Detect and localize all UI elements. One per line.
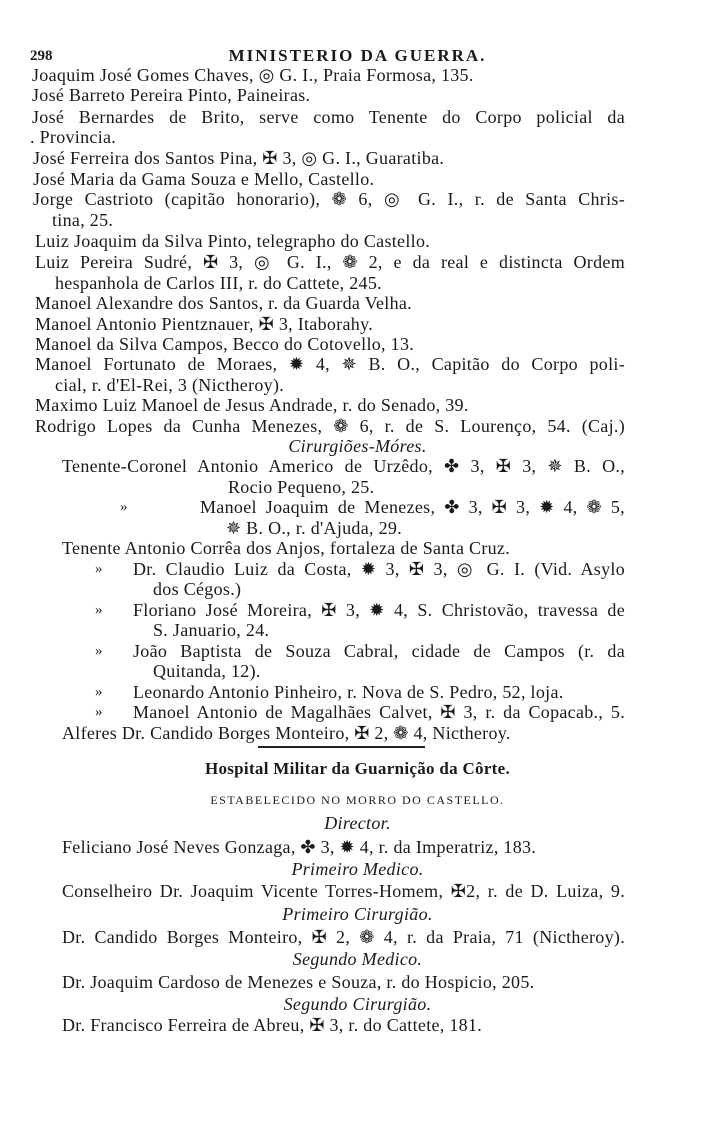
text-line: Dr. Claudio Luiz da Costa, ✹ 3, ✠ 3, ◎ G. I. (Vid. Asylo bbox=[133, 559, 625, 579]
section-heading: Hospital Militar da Guarnição da Côrte. bbox=[204, 759, 511, 778]
text-line: Manoel da Silva Campos, Becco do Cotovello, 13. bbox=[35, 334, 415, 354]
section-heading: Primeiro Cirurgião. bbox=[282, 904, 433, 924]
text-line: dos Cégos.) bbox=[153, 579, 242, 599]
text-line: Tenente-Coronel Antonio Americo de Urzêdo, ✤ 3, ✠ 3, ✵ B. O., bbox=[62, 456, 625, 476]
text-line: Feliciano José Neves Gonzaga, ✤ 3, ✹ 4, r. da Imperatriz, 183. bbox=[62, 837, 537, 857]
section-heading: Cirurgiões-Móres. bbox=[288, 436, 427, 456]
page-number: 298 bbox=[30, 48, 53, 64]
text-line: Dr. Francisco Ferreira de Abreu, ✠ 3, r. do Cattete, 181. bbox=[62, 1015, 483, 1035]
section-heading: Director. bbox=[324, 813, 391, 833]
ditto-mark: » bbox=[95, 684, 103, 700]
text-line: Floriano José Moreira, ✠ 3, ✹ 4, S. Christovão, travessa de bbox=[133, 600, 625, 620]
text-line: Leonardo Antonio Pinheiro, r. Nova de S. Pedro, 52, loja. bbox=[133, 682, 564, 702]
section-heading: Segundo Medico. bbox=[292, 949, 423, 969]
text-line: . Provincia. bbox=[30, 127, 117, 147]
text-line: Rocio Pequeno, 25. bbox=[228, 477, 375, 497]
text-line: S. Januario, 24. bbox=[153, 620, 270, 640]
text-line: Dr. Joaquim Cardoso de Menezes e Souza, r. do Hospicio, 205. bbox=[62, 972, 535, 992]
text-line: Rodrigo Lopes da Cunha Menezes, ❁ 6, r. de S. Lourenço, 54. (Caj.) bbox=[35, 416, 625, 436]
ditto-mark: » bbox=[120, 499, 128, 515]
text-line: João Baptista de Souza Cabral, cidade de Campos (r. da bbox=[133, 641, 625, 661]
section-heading: ESTABELECIDO NO MORRO DO CASTELLO. bbox=[210, 793, 505, 807]
page-title: MINISTERIO DA GUERRA. bbox=[228, 46, 487, 65]
text-line: Quitanda, 12). bbox=[153, 661, 261, 681]
text-line: Luiz Joaquim da Silva Pinto, telegrapho do Castello. bbox=[35, 231, 431, 251]
text-line: Manoel Fortunato de Moraes, ✹ 4, ✵ B. O., Capitão do Corpo poli- bbox=[35, 354, 625, 374]
text-line: Manoel Joaquim de Menezes, ✤ 3, ✠ 3, ✹ 4, ❁ 5, bbox=[200, 497, 625, 517]
text-line: Conselheiro Dr. Joaquim Vicente Torres-Homem, ✠2, r. de D. Luiza, 9. bbox=[62, 881, 625, 901]
text-line: José Maria da Gama Souza e Mello, Castello. bbox=[33, 169, 375, 189]
text-line: Luiz Pereira Sudré, ✠ 3, ◎ G. I., ❁ 2, e da real e distincta Ordem bbox=[35, 252, 625, 272]
text-line: Joaquim José Gomes Chaves, ◎ G. I., Praia Formosa, 135. bbox=[32, 65, 474, 85]
text-line: Manoel Alexandre dos Santos, r. da Guarda Velha. bbox=[35, 293, 412, 313]
text-line: José Barreto Pereira Pinto, Paineiras. bbox=[32, 85, 311, 105]
text-line: Manoel Antonio de Magalhães Calvet, ✠ 3, r. da Copacab., 5. bbox=[133, 702, 625, 722]
text-line: Manoel Antonio Pientznauer, ✠ 3, Itaborahy. bbox=[35, 314, 374, 334]
ditto-mark: » bbox=[95, 643, 103, 659]
text-line: José Bernardes de Brito, serve como Tenente do Corpo policial da bbox=[32, 107, 625, 127]
text-line: Maximo Luiz Manoel de Jesus Andrade, r. do Senado, 39. bbox=[35, 395, 469, 415]
text-line: José Ferreira dos Santos Pina, ✠ 3, ◎ G. I., Guaratiba. bbox=[33, 148, 445, 168]
text-line: tina, 25. bbox=[52, 210, 114, 230]
ditto-mark: » bbox=[95, 704, 103, 720]
text-line: Tenente Antonio Corrêa dos Anjos, fortaleza de Santa Cruz. bbox=[62, 538, 511, 558]
section-divider bbox=[258, 746, 425, 748]
text-line: Dr. Candido Borges Monteiro, ✠ 2, ❁ 4, r. da Praia, 71 (Nictheroy). bbox=[62, 927, 625, 947]
section-heading: Primeiro Medico. bbox=[291, 859, 424, 879]
section-heading: Segundo Cirurgião. bbox=[283, 994, 432, 1014]
text-line: cial, r. d'El-Rei, 3 (Nictheroy). bbox=[55, 375, 285, 395]
text-line: hespanhola de Carlos III, r. do Cattete, 245. bbox=[55, 273, 382, 293]
ditto-mark: » bbox=[95, 561, 103, 577]
text-line: ✵ B. O., r. d'Ajuda, 29. bbox=[226, 518, 403, 538]
ditto-mark: » bbox=[95, 602, 103, 618]
text-line: Alferes Dr. Candido Borges Monteiro, ✠ 2, ❁ 4, Nictheroy. bbox=[62, 723, 511, 743]
text-line: Jorge Castrioto (capitão honorario), ❁ 6, ◎ G. I., r. de Santa Chris- bbox=[33, 189, 625, 209]
